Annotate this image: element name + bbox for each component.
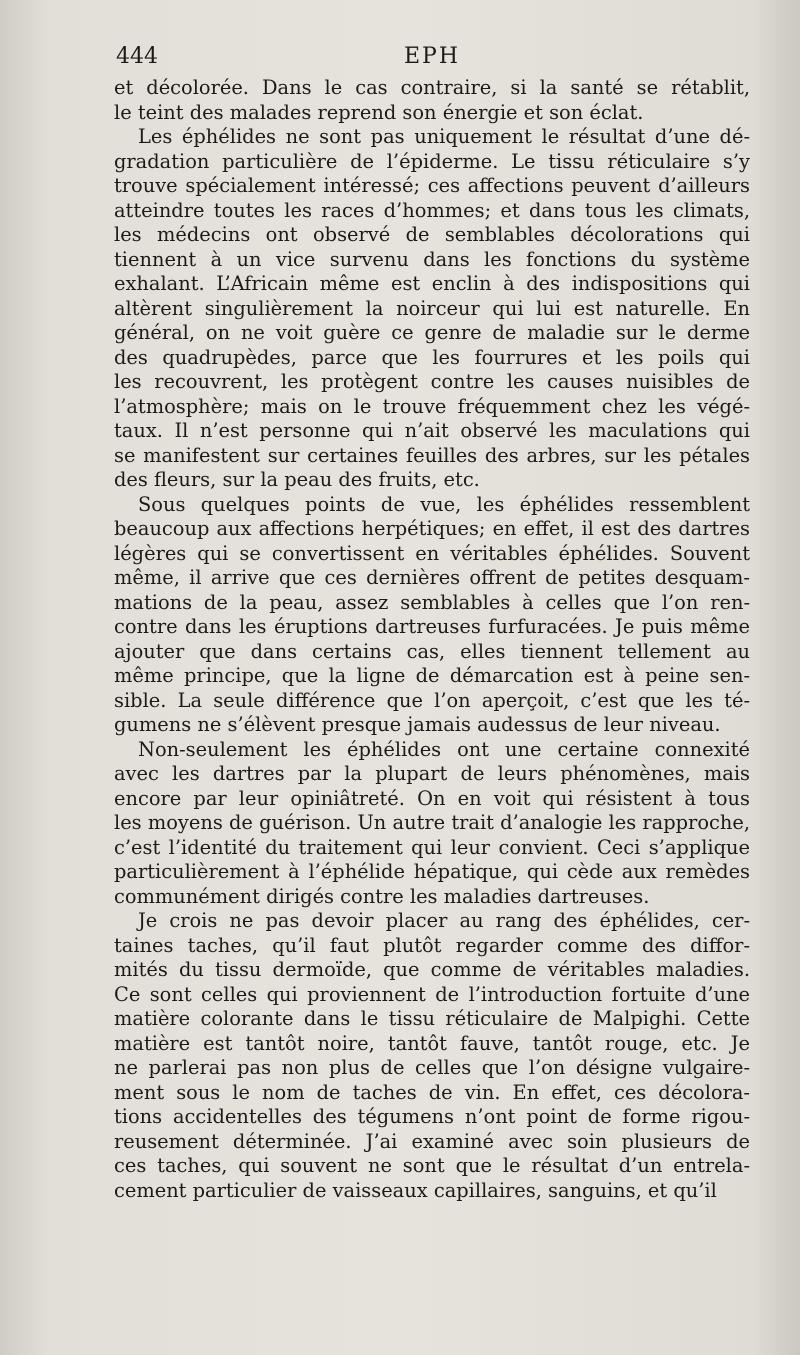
text-line: ne parlerai pas non plus de celles que l’on désigne vulgaire-	[114, 1056, 750, 1079]
page-number: 444	[116, 44, 158, 69]
text-line: se manifestent sur certaines feuilles des arbres, sur les pétales	[114, 443, 750, 467]
text-line: général, on ne voit guère ce genre de maladie sur le derme	[114, 321, 750, 344]
text-line: sible. La seule différence que l’on aperçoit, c’est que les té-	[114, 688, 750, 712]
body-text	[114, 76, 750, 1203]
paragraph	[114, 738, 750, 910]
text-line: c’est l’identité du traitement qui leur convient. Ceci s’applique	[114, 835, 750, 859]
text-line: Les éphélides ne sont pas uniquement le résultat d’une dé-	[138, 125, 750, 148]
running-head-title: EPH	[403, 44, 461, 69]
text-line: particulièrement à l’éphélide hépatique, qui cède aux remèdes	[114, 860, 750, 883]
text-line: matière est tantôt noire, tantôt fauve, tantôt rouge, etc. Je	[114, 1031, 750, 1055]
text-line: matière colorante dans le tissu réticulaire de Malpighi. Cette	[114, 1007, 750, 1030]
text-line: ces taches, qui souvent ne sont que le résultat d’un entrela-	[114, 1154, 750, 1177]
text-line: cement particulier de vaisseaux capillaires, sanguins, et qu’il	[114, 1178, 717, 1202]
text-line: encore par leur opiniâtreté. On en voit qui résistent à tous	[114, 786, 750, 810]
text-line: les recouvrent, les protègent contre les causes nuisibles de	[114, 370, 750, 393]
paragraph	[114, 909, 750, 1203]
text-line: des fleurs, sur la peau des fruits, etc.	[114, 468, 480, 491]
text-line: beaucoup aux affections herpétiques; en effet, il est des dartres	[114, 517, 750, 540]
text-line: avec les dartres par la plupart de leurs phénomènes, mais	[114, 762, 750, 785]
text-line: ment sous le nom de taches de vin. En effet, ces décolora-	[114, 1080, 750, 1104]
text-line: légères qui se convertissent en véritables éphélides. Souvent	[114, 541, 750, 565]
paragraph	[114, 493, 750, 738]
text-line: contre dans les éruptions dartreuses furfuracées. Je puis même	[114, 615, 750, 638]
text-line: trouve spécialement intéressé; ces affections peuvent d’ailleurs	[114, 174, 750, 197]
text-line: exhalant. L’Africain même est enclin à des indispositions qui	[114, 272, 750, 295]
paragraph	[114, 76, 750, 125]
text-line: ajouter que dans certains cas, elles tiennent tellement au	[114, 639, 750, 663]
text-line: le teint des malades reprend son énergie et son éclat.	[114, 100, 644, 124]
text-line: même, il arrive que ces dernières offrent de petites desquam-	[114, 566, 750, 589]
text-line: Sous quelques points de vue, les éphélides ressemblent	[138, 492, 750, 516]
text-line: tiennent à un vice survenu dans les fonctions du système	[114, 247, 750, 271]
text-line: taines taches, qu’il faut plutôt regarder comme des diffor-	[114, 933, 750, 957]
text-line: mations de la peau, assez semblables à celles que l’on ren-	[114, 590, 750, 614]
text-line: taux. Il n’est personne qui n’ait observé les maculations qui	[114, 419, 750, 442]
text-line: les moyens de guérison. Un autre trait d’analogie les rapproche,	[114, 811, 750, 834]
running-head	[116, 40, 748, 74]
paragraph	[114, 125, 750, 493]
text-line: Non-seulement les éphélides ont une certaine connexité	[138, 737, 750, 761]
text-line: atteindre toutes les races d’hommes; et dans tous les climats,	[114, 198, 750, 222]
text-line: tions accidentelles des tégumens n’ont point de forme rigou-	[114, 1105, 750, 1128]
text-line: communément dirigés contre les maladies dartreuses.	[114, 884, 650, 908]
text-line: reusement déterminée. J’ai examiné avec soin plusieurs de	[114, 1129, 750, 1153]
text-line: même principe, que la ligne de démarcation est à peine sen-	[114, 664, 750, 687]
text-line: mités du tissu dermoïde, que comme de véritables maladies.	[114, 958, 750, 981]
text-line: l’atmosphère; mais on le trouve fréquemment chez les végé-	[114, 394, 750, 418]
text-line: Je crois ne pas devoir placer au rang des éphélides, cer-	[138, 909, 750, 932]
text-line: altèrent singulièrement la noirceur qui lui est naturelle. En	[114, 296, 750, 320]
text-line: gradation particulière de l’épiderme. Le tissu réticulaire s’y	[114, 149, 750, 173]
text-line: Ce sont celles qui proviennent de l’introduction fortuite d’une	[114, 982, 750, 1006]
text-line: et décolorée. Dans le cas contraire, si la santé se rétablit,	[114, 76, 750, 99]
text-line: les médecins ont observé de semblables décolorations qui	[114, 223, 750, 246]
text-line: gumens ne s’élèvent presque jamais audessus de leur niveau.	[114, 713, 721, 736]
text-line: des quadrupèdes, parce que les fourrures et les poils qui	[114, 345, 750, 369]
